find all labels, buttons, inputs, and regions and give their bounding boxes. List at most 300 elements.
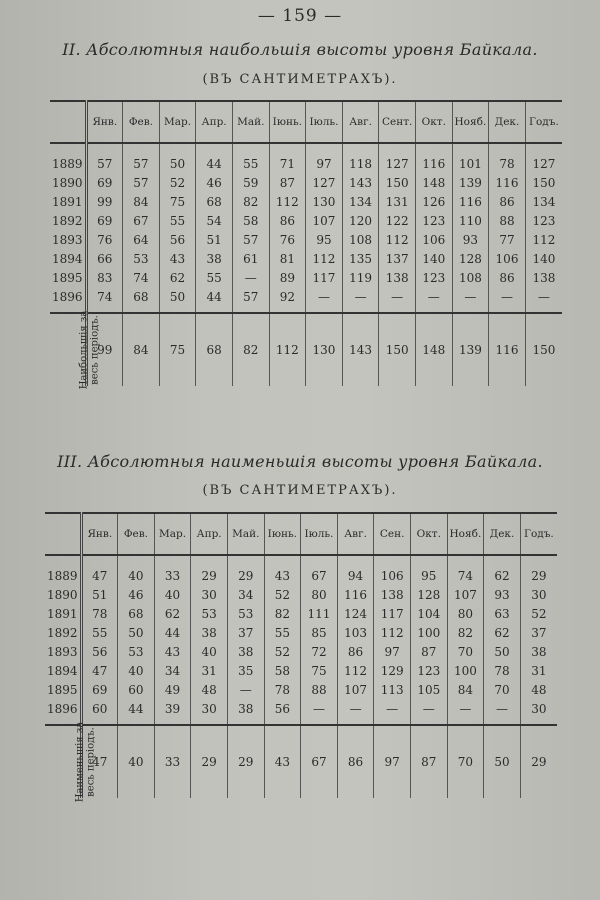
value-cell: 97	[374, 642, 411, 661]
column-header: Іюль.	[301, 513, 338, 555]
value-cell: 56	[81, 642, 118, 661]
value-cell: —	[227, 680, 264, 699]
table-row	[50, 230, 562, 249]
value-cell: 97	[306, 143, 343, 173]
summary-label-cell	[45, 721, 97, 803]
value-cell: 44	[118, 699, 155, 725]
value-cell: 31	[531, 663, 547, 678]
value-cell: 104	[410, 604, 447, 623]
value-cell: 59	[232, 173, 269, 192]
value-cell: 127	[379, 143, 416, 173]
value-cell: —	[232, 268, 269, 287]
value-cell: 70	[484, 680, 521, 699]
value-cell: 117	[306, 268, 343, 287]
value-cell: 69	[81, 680, 118, 699]
column-header: Апр.	[191, 513, 228, 555]
value-cell: 74	[447, 555, 484, 585]
value-cell: 49	[154, 680, 191, 699]
summary-value-cell: 29	[191, 725, 228, 798]
value-cell: 93	[484, 585, 521, 604]
summary-value-cell: 87	[410, 725, 447, 798]
table-row	[50, 249, 562, 268]
table-3-title: III. Абсолютныя наименьшія высоты уровня Байкала.	[57, 452, 543, 471]
value-cell: 34	[154, 661, 191, 680]
value-cell: 106	[374, 555, 411, 585]
value-cell: 54	[196, 211, 233, 230]
value-cell: 40	[154, 585, 191, 604]
value-cell: 37	[227, 623, 264, 642]
value-cell: 127	[532, 156, 556, 171]
table-row	[45, 642, 557, 661]
value-cell: 107	[337, 680, 374, 699]
value-cell: 105	[410, 680, 447, 699]
value-cell: 60	[118, 680, 155, 699]
value-cell: 35	[227, 661, 264, 680]
value-cell: 33	[154, 555, 191, 585]
value-cell: 38	[227, 642, 264, 661]
table-2-max-levels	[50, 100, 562, 390]
corner-cell	[45, 513, 81, 555]
value-cell: —	[410, 699, 447, 725]
value-cell: 86	[337, 642, 374, 661]
value-cell: 80	[301, 585, 338, 604]
value-cell: 57	[232, 230, 269, 249]
value-cell: 78	[489, 143, 526, 173]
summary-label	[78, 311, 100, 390]
value-cell: —	[379, 287, 416, 313]
value-cell: 86	[489, 192, 526, 211]
value-cell: 95	[410, 555, 447, 585]
value-cell: 52	[264, 585, 301, 604]
year-cell: 1889	[50, 143, 86, 173]
value-cell: 29	[227, 555, 264, 585]
value-cell: 101	[452, 143, 489, 173]
column-header: Янв.	[86, 101, 123, 143]
value-cell: 50	[484, 642, 521, 661]
value-cell: 76	[269, 230, 306, 249]
table-3-min-levels	[45, 512, 557, 803]
table-row	[50, 192, 562, 211]
column-header: Фев.	[123, 101, 160, 143]
value-cell: 67	[123, 211, 160, 230]
value-cell: 138	[532, 270, 556, 285]
value-cell: 128	[452, 249, 489, 268]
value-cell: 30	[531, 701, 547, 716]
value-cell: 50	[159, 287, 196, 313]
value-cell: 116	[452, 192, 489, 211]
table-row	[45, 699, 557, 725]
value-cell: 100	[447, 661, 484, 680]
value-cell: 140	[415, 249, 452, 268]
value-cell: 60	[81, 699, 118, 725]
summary-value-cell: 29	[227, 725, 264, 798]
table-row	[50, 143, 562, 173]
value-cell: 81	[269, 249, 306, 268]
value-cell: 148	[415, 173, 452, 192]
value-cell: 99	[86, 192, 123, 211]
table-row	[50, 287, 562, 313]
value-cell: 85	[301, 623, 338, 642]
value-cell: 38	[191, 623, 228, 642]
column-header: Дек.	[489, 101, 526, 143]
summary-value-cell: 82	[232, 313, 269, 386]
value-cell: 55	[264, 623, 301, 642]
value-cell: 112	[269, 192, 306, 211]
value-cell: 58	[264, 661, 301, 680]
value-cell: 106	[489, 249, 526, 268]
value-cell: 40	[118, 555, 155, 585]
table-row	[45, 623, 557, 642]
summary-label-line1: Наименьшія за	[74, 721, 86, 803]
year-cell: 1892	[45, 623, 81, 642]
summary-value-cell: 67	[301, 725, 338, 798]
value-cell: 31	[191, 661, 228, 680]
year-cell: 1890	[50, 173, 86, 192]
summary-value-cell: 130	[306, 313, 343, 386]
value-cell: 95	[306, 230, 343, 249]
value-cell: —	[489, 287, 526, 313]
value-cell: 38	[227, 699, 264, 725]
year-cell: 1892	[50, 211, 86, 230]
column-header: Авг.	[337, 513, 374, 555]
value-cell: 112	[374, 623, 411, 642]
value-cell: 83	[86, 268, 123, 287]
value-cell: 40	[118, 661, 155, 680]
value-cell: 46	[196, 173, 233, 192]
value-cell: 78	[484, 661, 521, 680]
value-cell: 112	[379, 230, 416, 249]
column-header: Янв.	[81, 513, 118, 555]
table-row	[50, 211, 562, 230]
table-2-subtitle: (ВЪ САНТИМЕТРАХЪ).	[202, 72, 398, 87]
value-cell: 44	[154, 623, 191, 642]
year-cell: 1889	[45, 555, 81, 585]
summary-value-cell: 150	[379, 313, 416, 386]
year-cell: 1890	[45, 585, 81, 604]
value-cell: 52	[264, 642, 301, 661]
value-cell: 143	[342, 173, 379, 192]
value-cell: 87	[410, 642, 447, 661]
summary-value-cell: 70	[447, 725, 484, 798]
value-cell: 62	[484, 555, 521, 585]
value-cell: 113	[374, 680, 411, 699]
year-cell: 1895	[45, 680, 81, 699]
value-cell: 34	[227, 585, 264, 604]
summary-value-cell: 150	[525, 313, 562, 386]
value-cell: 62	[154, 604, 191, 623]
summary-label-line2: весь періодъ.	[89, 315, 101, 385]
table-2-title: II. Абсолютныя наибольшія высоты уровня Байкала.	[62, 40, 538, 59]
value-cell: 29	[531, 568, 547, 583]
summary-value-cell: 47	[81, 725, 118, 798]
year-cell: 1893	[45, 642, 81, 661]
value-cell: 43	[154, 642, 191, 661]
header-row	[45, 513, 557, 555]
summary-value-cell: 50	[484, 725, 521, 798]
page-number: — 159 —	[257, 6, 343, 26]
value-cell: —	[301, 699, 338, 725]
value-cell: 75	[159, 192, 196, 211]
value-cell: 30	[531, 587, 547, 602]
summary-value-cell: 143	[342, 313, 379, 386]
value-cell: 107	[447, 585, 484, 604]
column-header: Годъ.	[520, 513, 557, 555]
value-cell: —	[537, 289, 550, 304]
column-header: Май.	[227, 513, 264, 555]
value-cell: 66	[86, 249, 123, 268]
value-cell: 122	[379, 211, 416, 230]
value-cell: 62	[159, 268, 196, 287]
value-cell: 92	[269, 287, 306, 313]
value-cell: 46	[118, 585, 155, 604]
year-cell: 1896	[50, 287, 86, 313]
summary-label-line1: Наибольшія за	[78, 310, 90, 390]
corner-cell	[50, 101, 86, 143]
value-cell: 134	[532, 194, 556, 209]
value-cell: 75	[301, 661, 338, 680]
value-cell: 140	[532, 251, 556, 266]
value-cell: 87	[269, 173, 306, 192]
value-cell: 110	[452, 211, 489, 230]
value-cell: 29	[191, 555, 228, 585]
value-cell: —	[484, 699, 521, 725]
value-cell: 107	[306, 211, 343, 230]
value-cell: 123	[410, 661, 447, 680]
column-header: Іюль.	[306, 101, 343, 143]
value-cell: —	[447, 699, 484, 725]
value-cell: 67	[301, 555, 338, 585]
value-cell: 126	[415, 192, 452, 211]
value-cell: 69	[86, 173, 123, 192]
value-cell: 55	[196, 268, 233, 287]
value-cell: 137	[379, 249, 416, 268]
value-cell: 68	[118, 604, 155, 623]
year-cell: 1894	[50, 249, 86, 268]
table-row	[45, 604, 557, 623]
value-cell: —	[342, 287, 379, 313]
value-cell: 74	[123, 268, 160, 287]
value-cell: 56	[264, 699, 301, 725]
value-cell: 106	[415, 230, 452, 249]
header-row	[50, 101, 562, 143]
value-cell: 82	[232, 192, 269, 211]
value-cell: 72	[301, 642, 338, 661]
value-cell: 78	[264, 680, 301, 699]
value-cell: 63	[484, 604, 521, 623]
value-cell: 50	[159, 143, 196, 173]
value-cell: 119	[342, 268, 379, 287]
value-cell: 123	[532, 213, 556, 228]
column-header: Нояб.	[447, 513, 484, 555]
table-3-subtitle: (ВЪ САНТИМЕТРАХЪ).	[202, 483, 398, 498]
value-cell: 150	[532, 175, 556, 190]
value-cell: 43	[264, 555, 301, 585]
value-cell: 88	[489, 211, 526, 230]
table-row	[50, 268, 562, 287]
value-cell: 123	[415, 268, 452, 287]
value-cell: 117	[374, 604, 411, 623]
summary-row	[50, 313, 562, 386]
value-cell: 112	[532, 232, 556, 247]
summary-label-cell	[50, 310, 101, 390]
value-cell: 100	[410, 623, 447, 642]
table-row	[45, 585, 557, 604]
value-cell: 150	[379, 173, 416, 192]
value-cell: 111	[301, 604, 338, 623]
summary-value-cell: 99	[86, 313, 123, 386]
value-cell: 69	[86, 211, 123, 230]
column-header: Нояб.	[452, 101, 489, 143]
value-cell: 55	[159, 211, 196, 230]
value-cell: —	[415, 287, 452, 313]
summary-value-cell: 86	[337, 725, 374, 798]
value-cell: 38	[196, 249, 233, 268]
value-cell: 38	[531, 644, 547, 659]
summary-value-cell: 148	[415, 313, 452, 386]
year-cell: 1893	[50, 230, 86, 249]
column-header: Мар.	[154, 513, 191, 555]
value-cell: 77	[489, 230, 526, 249]
value-cell: 58	[232, 211, 269, 230]
value-cell: 82	[264, 604, 301, 623]
value-cell: 57	[123, 173, 160, 192]
value-cell: 120	[342, 211, 379, 230]
value-cell: 53	[118, 642, 155, 661]
column-header: Окт.	[415, 101, 452, 143]
value-cell: 55	[81, 623, 118, 642]
year-cell: 1895	[50, 268, 86, 287]
summary-value-cell: 40	[118, 725, 155, 798]
value-cell: 139	[452, 173, 489, 192]
value-cell: 129	[374, 661, 411, 680]
value-cell: 86	[489, 268, 526, 287]
summary-value-cell: 139	[452, 313, 489, 386]
value-cell: 57	[232, 287, 269, 313]
value-cell: 130	[306, 192, 343, 211]
value-cell: 68	[123, 287, 160, 313]
value-cell: 47	[81, 555, 118, 585]
value-cell: 134	[342, 192, 379, 211]
value-cell: 30	[191, 585, 228, 604]
value-cell: 47	[81, 661, 118, 680]
value-cell: 52	[159, 173, 196, 192]
table-row	[45, 680, 557, 699]
summary-value-cell: 97	[374, 725, 411, 798]
value-cell: 86	[269, 211, 306, 230]
year-cell: 1891	[50, 192, 86, 211]
value-cell: 70	[447, 642, 484, 661]
value-cell: 39	[154, 699, 191, 725]
value-cell: 51	[196, 230, 233, 249]
summary-value-cell: 43	[264, 725, 301, 798]
value-cell: 131	[379, 192, 416, 211]
value-cell: 138	[374, 585, 411, 604]
value-cell: 50	[118, 623, 155, 642]
value-cell: 116	[415, 143, 452, 173]
value-cell: 124	[337, 604, 374, 623]
value-cell: 112	[306, 249, 343, 268]
value-cell: 55	[232, 143, 269, 173]
value-cell: 116	[337, 585, 374, 604]
value-cell: 94	[337, 555, 374, 585]
value-cell: 57	[86, 143, 123, 173]
value-cell: 30	[191, 699, 228, 725]
table-row	[50, 173, 562, 192]
value-cell: —	[452, 287, 489, 313]
value-cell: 127	[306, 173, 343, 192]
summary-row	[45, 725, 557, 798]
table-row	[45, 661, 557, 680]
summary-value-cell: 68	[196, 313, 233, 386]
value-cell: 53	[123, 249, 160, 268]
value-cell: 44	[196, 143, 233, 173]
value-cell: 78	[81, 604, 118, 623]
value-cell: 116	[489, 173, 526, 192]
summary-label-line2: весь періодъ.	[85, 727, 97, 797]
value-cell: 123	[415, 211, 452, 230]
value-cell: 76	[86, 230, 123, 249]
column-header: Май.	[232, 101, 269, 143]
column-header: Авг.	[342, 101, 379, 143]
value-cell: 93	[452, 230, 489, 249]
value-cell: 44	[196, 287, 233, 313]
column-header: Іюнь.	[269, 101, 306, 143]
column-header: Годъ.	[525, 101, 562, 143]
table-row	[45, 555, 557, 585]
value-cell: 108	[342, 230, 379, 249]
column-header: Мар.	[159, 101, 196, 143]
year-cell: 1896	[45, 699, 81, 725]
column-header: Апр.	[196, 101, 233, 143]
summary-label	[74, 722, 96, 803]
value-cell: 61	[232, 249, 269, 268]
summary-value-cell: 75	[159, 313, 196, 386]
value-cell: 43	[159, 249, 196, 268]
value-cell: 74	[86, 287, 123, 313]
value-cell: —	[337, 699, 374, 725]
year-cell: 1891	[45, 604, 81, 623]
value-cell: 48	[531, 682, 547, 697]
value-cell: —	[374, 699, 411, 725]
summary-value-cell: 29	[520, 725, 557, 798]
value-cell: 71	[269, 143, 306, 173]
value-cell: 82	[447, 623, 484, 642]
value-cell: 84	[123, 192, 160, 211]
value-cell: 51	[81, 585, 118, 604]
column-header: Сент.	[379, 101, 416, 143]
summary-value-cell: 84	[123, 313, 160, 386]
value-cell: 37	[531, 625, 547, 640]
value-cell: 52	[531, 606, 547, 621]
value-cell: 118	[342, 143, 379, 173]
value-cell: 48	[191, 680, 228, 699]
column-header: Окт.	[410, 513, 447, 555]
column-header: Дек.	[484, 513, 521, 555]
value-cell: 64	[123, 230, 160, 249]
value-cell: 112	[337, 661, 374, 680]
value-cell: 40	[191, 642, 228, 661]
value-cell: 84	[447, 680, 484, 699]
column-header: Сен.	[374, 513, 411, 555]
value-cell: 53	[191, 604, 228, 623]
value-cell: 135	[342, 249, 379, 268]
value-cell: 68	[196, 192, 233, 211]
column-header: Фев.	[118, 513, 155, 555]
value-cell: 128	[410, 585, 447, 604]
column-header: Іюнь.	[264, 513, 301, 555]
value-cell: 62	[484, 623, 521, 642]
value-cell: 138	[379, 268, 416, 287]
